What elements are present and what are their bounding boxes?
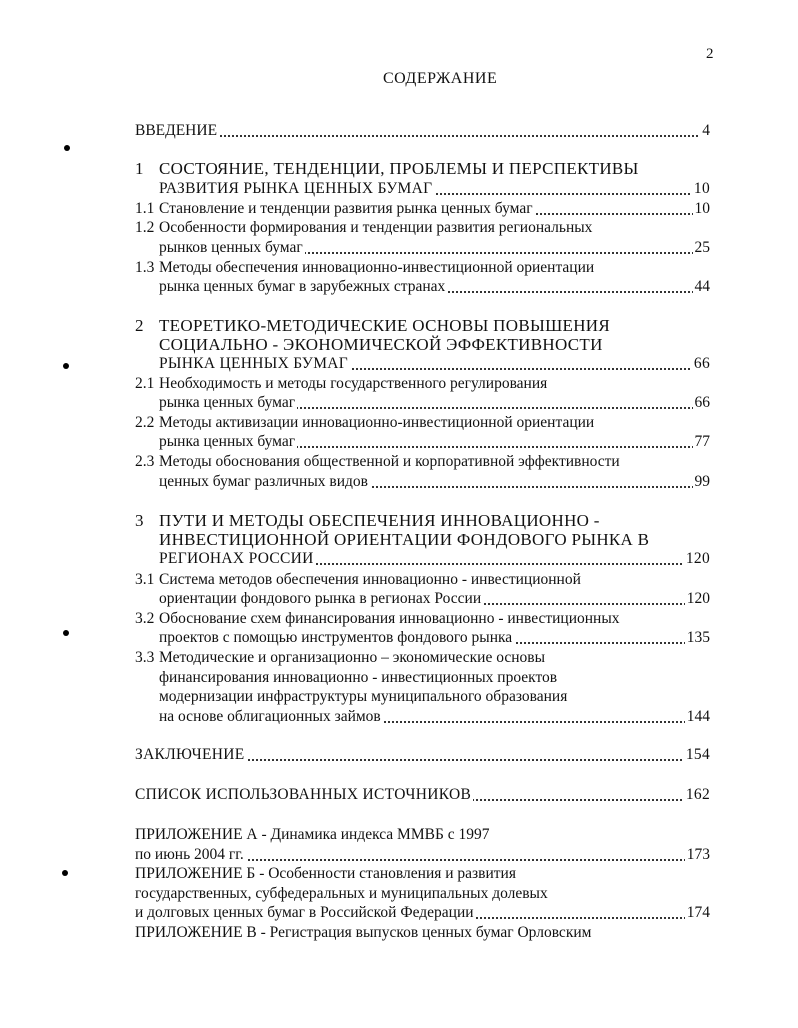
chapter-title-line: ИНВЕСТИЦИОННОЙ ОРИЕНТАЦИИ ФОНДОВОГО РЫНКА В: [159, 530, 650, 549]
chapter-number: 3: [135, 511, 144, 530]
section-title: модернизации инфраструктуры муниципального образования: [159, 688, 568, 705]
chapter-title-line: СОЦИАЛЬНО - ЭКОНОМИЧЕСКОЙ ЭФФЕКТИВНОСТИ: [159, 335, 603, 354]
section-number: 3.3: [135, 649, 155, 666]
toc-entry-2-3-end[interactable]: [159, 472, 710, 492]
section-title: на основе облигационных займов: [159, 708, 381, 725]
entry-page: 173: [686, 846, 710, 863]
section-title: рынка ценных бумаг: [159, 433, 296, 450]
entry-page: 135: [686, 629, 710, 646]
toc-entry-appendix-b-end[interactable]: [135, 903, 710, 923]
chapter-title-line: РЫНКА ЦЕННЫХ БУМАГ: [159, 355, 349, 372]
chapter-title-line: СОСТОЯНИЕ, ТЕНДЕНЦИИ, ПРОБЛЕМЫ И ПЕРСПЕКТИВЫ: [159, 159, 639, 178]
section-number: 3.1: [135, 571, 155, 588]
toc-entry-introduction[interactable]: [135, 121, 710, 141]
chapter-1-heading[interactable]: [135, 159, 639, 179]
entry-label: [135, 200, 535, 217]
toc-entry-3-3-end[interactable]: [159, 707, 710, 727]
entry-page: 154: [685, 746, 710, 763]
toc-entry-3-1-end[interactable]: [159, 589, 710, 609]
entry-label: ПРИЛОЖЕНИЕ В - Регистрация выпусков ценных бумаг Орловским: [135, 924, 592, 941]
toc-entry-3-3-line2[interactable]: [159, 668, 557, 688]
toc-entry-sources[interactable]: [135, 785, 710, 805]
toc-entry-3-3[interactable]: [135, 648, 545, 668]
entry-page: 162: [685, 786, 710, 803]
chapter-title-line: РЕГИОНАХ РОССИИ: [159, 550, 314, 567]
section-number: 2.2: [135, 414, 155, 431]
section-title: Методы обеспечения инновационно-инвестиционной ориентации: [159, 259, 595, 276]
chapter-number: 2: [135, 316, 144, 335]
entry-label: по июнь 2004 гг.: [135, 846, 244, 863]
page-number: 2: [706, 46, 714, 62]
entry-label: ВВЕДЕНИЕ: [135, 122, 218, 139]
section-title: ориентации фондового рынка в регионах России: [159, 590, 482, 607]
toc-entry-appendix-b-line2[interactable]: [135, 884, 548, 904]
section-title: Становление и тенденции развития рынка ценных бумаг: [159, 200, 533, 217]
toc-entry-3-3-line3[interactable]: [159, 687, 567, 707]
toc-entry-2-3[interactable]: [135, 452, 620, 472]
section-title: Обоснование схем финансирования инновационно - инвестиционных: [159, 610, 620, 627]
section-title: рынка ценных бумаг: [159, 394, 296, 411]
section-title: Методы обоснования общественной и корпоративной эффективности: [159, 453, 620, 470]
toc-entry-appendix-b[interactable]: [135, 864, 516, 884]
toc-entry-1-1[interactable]: [135, 199, 710, 219]
chapter-1-heading-end[interactable]: [159, 179, 710, 199]
entry-page: 25: [694, 239, 710, 256]
chapter-title-line: ТЕОРЕТИКО-МЕТОДИЧЕСКИЕ ОСНОВЫ ПОВЫШЕНИЯ: [159, 316, 611, 335]
punch-hole-mark: [63, 363, 69, 369]
section-title: ценных бумаг различных видов: [159, 473, 368, 490]
toc-entry-appendix-c[interactable]: [135, 923, 591, 943]
entry-page: 10: [693, 180, 710, 197]
punch-hole-mark: [62, 870, 68, 876]
entry-label: государственных, субфедеральных и муниципальных долевых: [135, 885, 548, 902]
section-title: Методические и организационно – экономические основы: [159, 649, 546, 666]
entry-label: СПИСОК ИСПОЛЬЗОВАННЫХ ИСТОЧНИКОВ: [135, 786, 472, 803]
section-number: 2.1: [135, 375, 155, 392]
entry-page: 66: [693, 355, 710, 372]
punch-hole-mark: [63, 630, 69, 636]
entry-page: 4: [702, 122, 710, 139]
toc-entry-3-2[interactable]: [135, 609, 620, 629]
section-number: 1.1: [135, 200, 155, 217]
chapter-title-line: РАЗВИТИЯ РЫНКА ЦЕННЫХ БУМАГ: [159, 180, 433, 197]
toc-entry-2-1-end[interactable]: [159, 393, 710, 413]
entry-page: 144: [686, 708, 710, 725]
entry-label: и долговых ценных бумаг в Российской Федерации: [135, 904, 474, 921]
chapter-2-heading-line2[interactable]: [159, 335, 603, 355]
chapter-2-heading[interactable]: [135, 316, 610, 336]
page-title: СОДЕРЖАНИЕ: [383, 70, 498, 87]
section-number: 2.3: [135, 453, 155, 470]
toc-entry-appendix-a[interactable]: [135, 825, 489, 845]
toc-entry-1-3-end[interactable]: [159, 277, 710, 297]
toc-entry-2-2-end[interactable]: [159, 432, 710, 452]
entry-page: 120: [685, 550, 710, 567]
toc-entry-2-1[interactable]: [135, 374, 547, 394]
toc-entry-1-2[interactable]: [135, 218, 592, 238]
section-title: Методы активизации инновационно-инвестиционной ориентации: [159, 414, 595, 431]
entry-page: 77: [694, 433, 710, 450]
section-title: рынков ценных бумаг: [159, 239, 303, 256]
entry-page: 10: [694, 200, 710, 217]
entry-page: 44: [694, 278, 710, 295]
section-number: 3.2: [135, 610, 155, 627]
entry-page: 174: [686, 904, 710, 921]
entry-label: ПРИЛОЖЕНИЕ А - Динамика индекса ММВБ с 1997: [135, 826, 490, 843]
chapter-number: 1: [135, 159, 144, 178]
section-title: Особенности формирования и тенденции развития региональных: [159, 219, 593, 236]
punch-hole-mark: [64, 145, 70, 151]
toc-entry-appendix-a-end[interactable]: [135, 845, 710, 865]
toc-entry-3-2-end[interactable]: [159, 628, 710, 648]
toc-entry-2-2[interactable]: [135, 413, 594, 433]
toc-entry-1-2-end[interactable]: [159, 238, 710, 258]
toc-entry-conclusion[interactable]: [135, 745, 710, 765]
section-number: 1.3: [135, 259, 155, 276]
section-number: 1.2: [135, 219, 155, 236]
toc-entry-1-3[interactable]: [135, 258, 594, 278]
section-title: проектов с помощью инструментов фондового рынка: [159, 629, 513, 646]
entry-page: 99: [694, 473, 710, 490]
entry-label: ЗАКЛЮЧЕНИЕ: [135, 746, 245, 763]
chapter-3-heading[interactable]: [135, 511, 600, 531]
chapter-title-line: ПУТИ И МЕТОДЫ ОБЕСПЕЧЕНИЯ ИННОВАЦИОННО -: [159, 511, 600, 530]
section-title: Система методов обеспечения инновационно - инвестиционной: [159, 571, 581, 588]
chapter-2-heading-end[interactable]: [159, 354, 710, 374]
entry-page: 66: [694, 394, 710, 411]
section-title: Необходимость и методы государственного регулирования: [159, 375, 548, 392]
chapter-3-heading-line2[interactable]: [159, 530, 649, 550]
entry-label: ПРИЛОЖЕНИЕ Б - Особенности становления и развития: [135, 865, 516, 882]
section-title: рынка ценных бумаг в зарубежных странах: [159, 278, 446, 295]
toc-entry-3-1[interactable]: [135, 570, 581, 590]
entry-page: 120: [686, 590, 710, 607]
chapter-3-heading-end[interactable]: [159, 549, 710, 569]
section-title: финансирования инновационно - инвестиционных проектов: [159, 669, 558, 686]
